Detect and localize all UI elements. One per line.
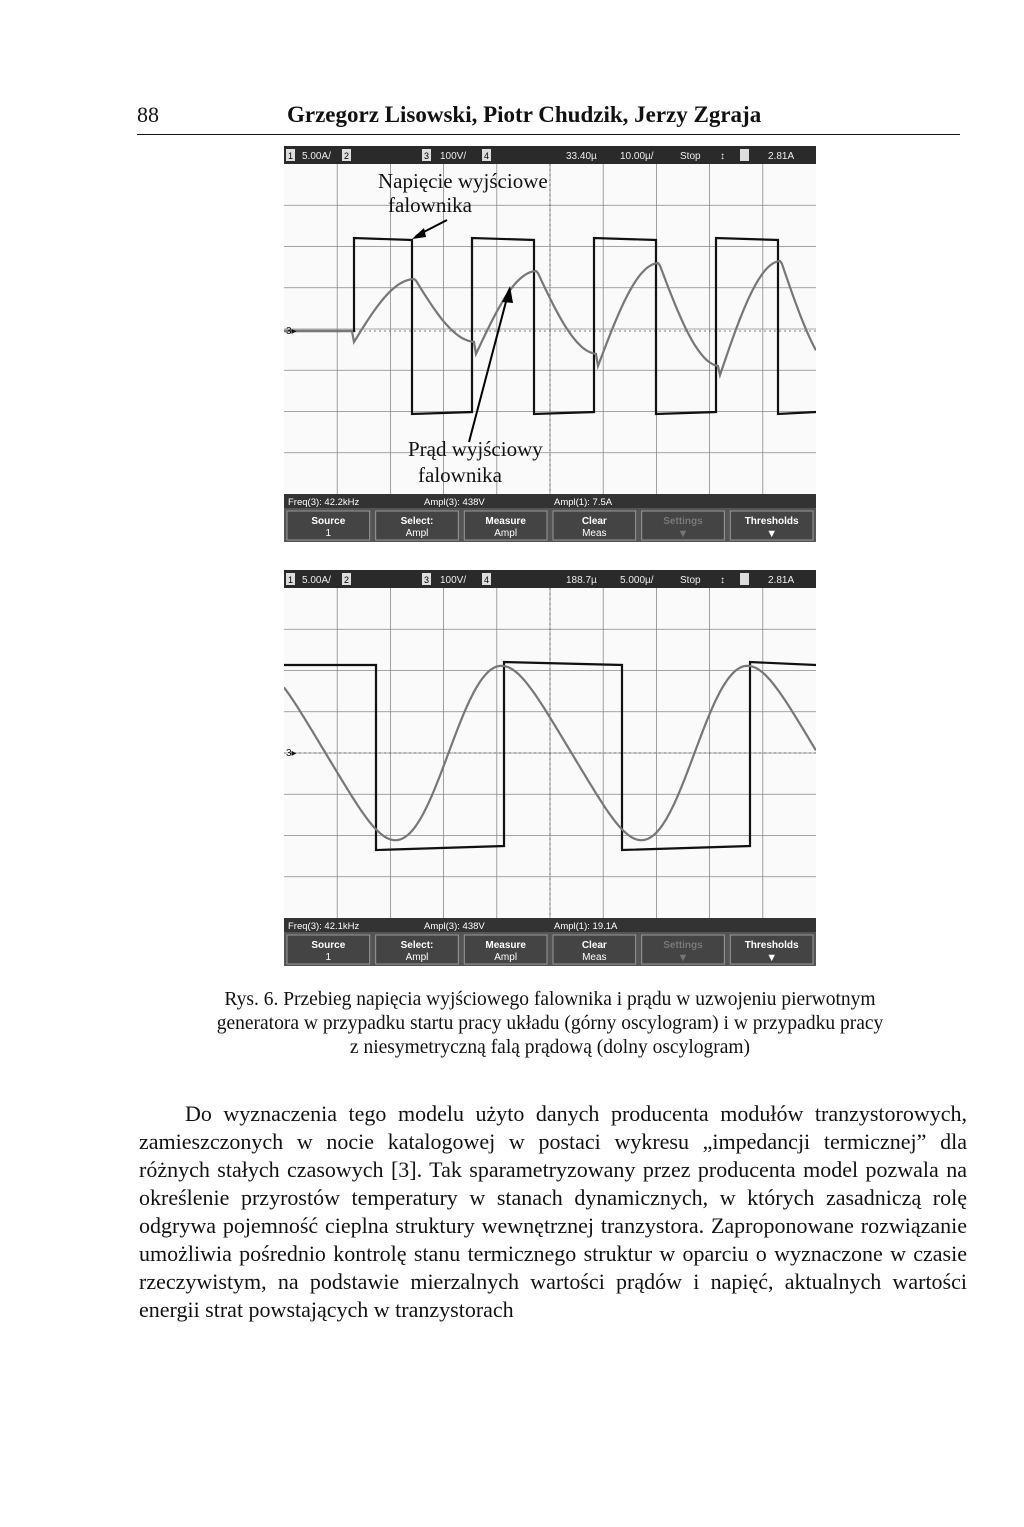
trigger-icon: ↕ xyxy=(720,575,725,586)
svg-text:Clear: Clear xyxy=(581,516,607,527)
page-number: 88 xyxy=(137,102,159,127)
voltage-annotation-line1: Napięcie wyjściowe xyxy=(378,169,548,193)
measure-freq: Freq(3): 42.1kHz xyxy=(288,921,360,932)
softkey-select[interactable] xyxy=(376,511,459,540)
svg-text:1: 1 xyxy=(325,528,332,539)
svg-text:Ampl: Ampl xyxy=(405,952,429,963)
svg-text:Settings: Settings xyxy=(663,940,703,951)
page-header xyxy=(137,100,960,135)
trigger-icon: ↕ xyxy=(720,151,725,162)
ch3-number: 3 xyxy=(423,151,430,161)
svg-text:1: 1 xyxy=(325,952,332,963)
ch3-ground-marker: 3▸ xyxy=(286,748,297,759)
ch1-scale: 5.00A/ xyxy=(302,575,331,586)
softkey-measure[interactable] xyxy=(464,935,547,964)
measure-freq: Freq(3): 42.2kHz xyxy=(288,497,360,508)
current-annotation-line2: falownika xyxy=(418,463,502,487)
timebase-readout: 10.00µ/ xyxy=(620,151,654,162)
svg-text:Measure: Measure xyxy=(485,516,526,527)
ch1-scale: 5.00A/ xyxy=(302,151,331,162)
svg-text:Select:: Select: xyxy=(400,940,434,951)
softkey-settings[interactable] xyxy=(642,511,725,540)
measure-ampl1: Ampl(1): 19.1A xyxy=(554,921,618,932)
svg-text:▼: ▼ xyxy=(766,952,778,964)
svg-text:Thresholds: Thresholds xyxy=(744,516,799,527)
trigger-source-box xyxy=(740,149,749,161)
softkey-thresholds[interactable] xyxy=(730,511,813,540)
trigger-level: 2.81A xyxy=(768,151,795,162)
measure-ampl3: Ampl(3): 438V xyxy=(424,497,485,508)
svg-text:Thresholds: Thresholds xyxy=(744,940,799,951)
trigger-level: 2.81A xyxy=(768,575,795,586)
softkey-clear[interactable] xyxy=(553,935,636,964)
run-status: Stop xyxy=(680,575,701,586)
svg-text:Meas: Meas xyxy=(582,952,607,963)
svg-text:Ampl: Ampl xyxy=(405,528,429,539)
measure-ampl1: Ampl(1): 7.5A xyxy=(554,497,613,508)
oscillogram-bottom xyxy=(284,570,816,966)
caption-line: generatora w przypadku startu pracy układu (górny oscylogram) i w przypadku pracy xyxy=(216,1013,884,1034)
ch1-number: 1 xyxy=(287,151,294,161)
delay-readout: 188.7µ xyxy=(566,575,597,586)
measure-ampl3: Ampl(3): 438V xyxy=(424,921,485,932)
svg-text:▼: ▼ xyxy=(766,528,778,540)
ch1-number: 1 xyxy=(287,575,294,585)
svg-text:Settings: Settings xyxy=(663,516,703,527)
ch2-number: 2 xyxy=(343,151,350,161)
softkey-select[interactable] xyxy=(376,935,459,964)
current-annotation-line1: Prąd wyjściowy xyxy=(408,437,543,461)
softkey-thresholds[interactable] xyxy=(730,935,813,964)
svg-text:Clear: Clear xyxy=(581,940,607,951)
ch4-number: 4 xyxy=(483,151,490,161)
ch3-scale: 100V/ xyxy=(440,151,467,162)
svg-text:Meas: Meas xyxy=(582,528,607,539)
oscillogram-top xyxy=(284,146,816,542)
caption-line: z niesymetryczną falą prądową (dolny oscylogram) xyxy=(349,1037,751,1058)
svg-text:Ampl: Ampl xyxy=(494,528,518,539)
delay-readout: 33.40µ xyxy=(566,151,597,162)
body-paragraph xyxy=(139,1100,967,1324)
softkey-settings[interactable] xyxy=(642,935,725,964)
run-status: Stop xyxy=(680,151,701,162)
svg-text:▼: ▼ xyxy=(677,528,689,540)
svg-text:Ampl: Ampl xyxy=(494,952,518,963)
ch3-number: 3 xyxy=(423,575,430,585)
softkey-source[interactable] xyxy=(287,511,370,540)
softkey-measure[interactable] xyxy=(464,511,547,540)
svg-text:Select:: Select: xyxy=(400,516,434,527)
svg-text:Source: Source xyxy=(311,940,346,951)
timebase-readout: 5.000µ/ xyxy=(620,575,654,586)
svg-text:Source: Source xyxy=(311,516,346,527)
figure-caption xyxy=(140,988,960,1060)
svg-text:Measure: Measure xyxy=(485,940,526,951)
caption-line: Rys. 6. Przebieg napięcia wyjściowego falownika i prądu w uzwojeniu pierwotnym xyxy=(224,989,876,1010)
paragraph-text: Do wyznaczenia tego modelu użyto danych producenta modułów tranzystorowych, zamieszczonych w nocie katalogowej w postaci wykresu „impedancji termicznej” dla różnych stałych czasowych [3]. Tak sparametryzowany przez producenta model pozwala na określenie przyrostów temperatury w stanach dynamicznych, w których zasadniczą rolę odgrywa pojemność cieplna struktury wewnętrznej tranzystora. Zaproponowane rozwiązanie umożliwia pośrednio kontrolę stanu termicznego struktur w oparciu o wyznaczone w czasie rzeczywistym, na podstawie mierzalnych wartości prądów i napięć, aktualnych wartości energii strat powstających w tranzystorach xyxy=(139,1101,967,1322)
ch2-number: 2 xyxy=(343,575,350,585)
voltage-annotation-line2: falownika xyxy=(388,193,472,217)
trigger-source-box xyxy=(740,573,749,585)
softkey-source[interactable] xyxy=(287,935,370,964)
running-head-authors: Grzegorz Lisowski, Piotr Chudzik, Jerzy Zgraja xyxy=(287,102,762,127)
ch3-ground-marker: 3▸ xyxy=(286,326,297,337)
softkey-clear[interactable] xyxy=(553,511,636,540)
ch4-number: 4 xyxy=(483,575,490,585)
ch3-scale: 100V/ xyxy=(440,575,467,586)
svg-text:▼: ▼ xyxy=(677,952,689,964)
